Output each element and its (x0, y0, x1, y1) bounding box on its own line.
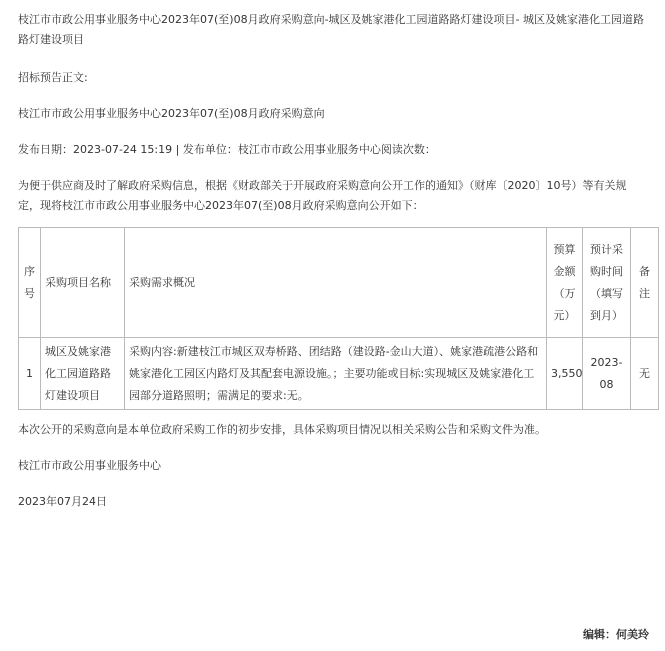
procurement-table (18, 227, 659, 410)
header-name: 采购项目名称 (41, 228, 125, 338)
article (18, 10, 648, 512)
header-remark: 备注 (631, 228, 659, 338)
cell-budget: 3,550 (547, 338, 583, 410)
cell-remark: 无 (631, 338, 659, 410)
article-subtitle: 枝江市市政公用事业服务中心2023年07(至)08月政府采购意向 (18, 107, 325, 120)
publish-meta: 发布日期：2023-07-24 15:19 | 发布单位：枝江市市政公用事业服务中心阅读次数： (18, 143, 436, 156)
footer-note: 本次公开的采购意向是本单位政府采购工作的初步安排，具体采购项目情况以相关采购公告和采购文件为准。 (18, 423, 546, 436)
table-header-row (19, 228, 659, 338)
cell-name: 城区及姚家港化工园道路路灯建设项目 (41, 338, 125, 410)
publish-date: 2023年07月24日 (18, 495, 107, 508)
editor-credit: 编辑：何美玲 (583, 628, 649, 641)
cell-time: 2023-08 (583, 338, 631, 410)
cell-no: 1 (19, 338, 41, 410)
organization-name: 枝江市市政公用事业服务中心 (18, 459, 161, 472)
header-time: 预计采购时间（填写到月） (583, 228, 631, 338)
header-budget: 预算金额（万元） (547, 228, 583, 338)
cell-desc: 采购内容:新建枝江市城区双寿桥路、团结路（建设路-金山大道）、姚家港疏港公路和姚家港化工园区内路灯及其配套电源设施。；主要功能或目标:实现城区及姚家港化工园部分道路照明；需满足的要求:无。 (125, 338, 547, 410)
article-title: 枝江市市政公用事业服务中心2023年07(至)08月政府采购意向-城区及姚家港化工园道路路灯建设项目- 城区及姚家港化工园道路路灯建设项目 (18, 13, 645, 46)
intro-paragraph: 为便于供应商及时了解政府采购信息，根据《财政部关于开展政府采购意向公开工作的通知》（财库〔2020〕10号）等有关规定，现将枝江市市政公用事业服务中心2023年07(至)08月政府采购意向公开如下： (18, 179, 627, 212)
header-desc: 采购需求概况 (125, 228, 547, 338)
table-row (19, 338, 659, 410)
header-no: 序号 (19, 228, 41, 338)
notice-label: 招标预告正文: (18, 71, 88, 84)
